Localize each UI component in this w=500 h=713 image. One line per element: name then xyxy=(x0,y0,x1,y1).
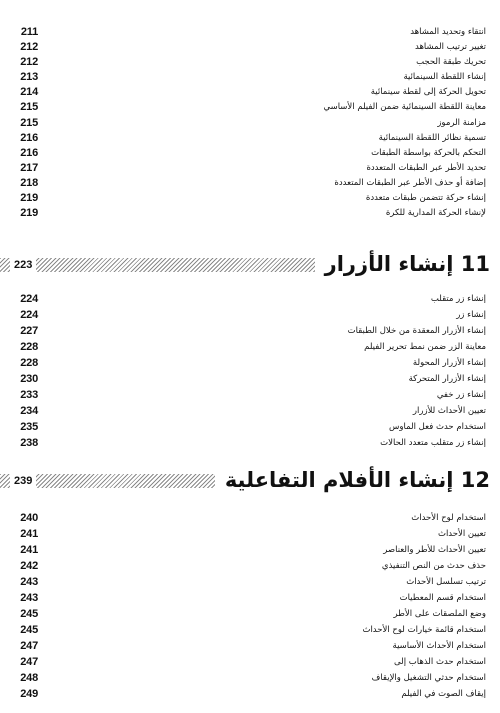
toc-entry xyxy=(8,655,486,669)
entry-title: تعيين الأحداث للأزرار xyxy=(412,406,486,416)
chapter-name: إنشاء الأفلام التفاعلية xyxy=(224,468,454,492)
entry-title: إنشاء زر متقلب متعدد الحالات xyxy=(380,438,486,448)
toc-entry xyxy=(8,131,486,145)
entry-page: 227 xyxy=(20,325,38,337)
entry-page: 218 xyxy=(20,177,38,189)
entry-title: إضافة أو حذف الأطر عبر الطبقات المتعددة xyxy=(334,178,486,188)
entry-title: استخدام حدثي التشغيل والإيقاف xyxy=(371,673,486,683)
entry-page: 215 xyxy=(20,101,38,113)
entry-page: 234 xyxy=(20,405,38,417)
entry-page: 228 xyxy=(20,341,38,353)
toc-entry xyxy=(8,527,486,541)
chapter-name: إنشاء الأزرار xyxy=(324,252,454,276)
entry-title: إنشاء زر xyxy=(456,310,486,320)
entry-page: 235 xyxy=(20,421,38,433)
toc-entry xyxy=(8,161,486,175)
entry-title: إنشاء زر متقلب xyxy=(430,294,486,304)
entry-title: استخدام الأحداث الأساسية xyxy=(392,641,486,651)
toc-entry xyxy=(8,340,486,354)
toc-entry xyxy=(8,591,486,605)
toc-entry xyxy=(8,324,486,338)
entry-page: 245 xyxy=(20,624,38,636)
entry-page: 217 xyxy=(20,162,38,174)
entry-page: 219 xyxy=(20,207,38,219)
toc-entry xyxy=(8,116,486,130)
entry-title: تحديد الأطر عبر الطبقات المتعددة xyxy=(366,163,486,173)
entry-page: 247 xyxy=(20,640,38,652)
entry-title: مزامنة الرموز xyxy=(437,118,486,128)
toc-entry xyxy=(8,146,486,160)
toc-entry xyxy=(8,191,486,205)
entry-page: 214 xyxy=(20,86,38,98)
toc-entry xyxy=(8,25,486,39)
entry-title: وضع الملصقات على الأطر xyxy=(393,609,486,619)
chapter-12-header xyxy=(0,465,490,495)
entry-page: 241 xyxy=(20,544,38,556)
toc-entry xyxy=(8,356,486,370)
entry-page: 216 xyxy=(20,147,38,159)
entry-page: 213 xyxy=(20,71,38,83)
entry-title: استخدام حدث الذهاب إلى xyxy=(394,657,486,667)
toc-entry xyxy=(8,559,486,573)
entry-page: 233 xyxy=(20,389,38,401)
toc-entry xyxy=(8,308,486,322)
entry-title: معاينة اللقطة السينمائية ضمن الفيلم الأساسي xyxy=(323,102,486,112)
entry-page: 243 xyxy=(20,576,38,588)
chapter-title xyxy=(315,249,490,279)
toc-entry xyxy=(8,85,486,99)
entry-title: إنشاء الأزرار المعقدة من خلال الطبقات xyxy=(347,326,486,336)
toc-entry xyxy=(8,420,486,434)
toc-entry xyxy=(8,70,486,84)
entry-title: تعيين الأحداث للأطر والعناصر xyxy=(383,545,486,555)
entry-title: استخدام حدث فعل الماوس xyxy=(389,422,486,432)
toc-entry xyxy=(8,639,486,653)
entry-page: 240 xyxy=(20,512,38,524)
toc-entry xyxy=(8,404,486,418)
entry-title: لإنشاء الحركة المدارية للكرة xyxy=(385,208,486,218)
entry-page: 241 xyxy=(20,528,38,540)
toc-entry xyxy=(8,40,486,54)
toc-entry xyxy=(8,372,486,386)
toc-entry xyxy=(8,388,486,402)
entry-title: إنشاء الأزرار المتحركة xyxy=(408,374,486,384)
entry-page: 224 xyxy=(20,309,38,321)
toc-entry xyxy=(8,100,486,114)
entry-page: 248 xyxy=(20,672,38,684)
entry-page: 245 xyxy=(20,608,38,620)
entry-page: 242 xyxy=(20,560,38,572)
entry-title: تسمية نظائر اللقطة السينمائية xyxy=(378,133,486,143)
toc-entry xyxy=(8,607,486,621)
toc-entry xyxy=(8,292,486,306)
entry-title: إنشاء الأزرار المحولة xyxy=(412,358,486,368)
toc-entry xyxy=(8,176,486,190)
entry-title: التحكم بالحركة بواسطة الطبقات xyxy=(371,148,486,158)
entry-title: إنشاء زر خفي xyxy=(436,390,486,400)
entry-page: 219 xyxy=(20,192,38,204)
toc-entry xyxy=(8,687,486,701)
entry-page: 212 xyxy=(20,41,38,53)
toc-entry xyxy=(8,436,486,450)
entry-title: إنشاء اللقطة السينمائية xyxy=(403,72,486,82)
entry-page: 247 xyxy=(20,656,38,668)
entry-title: حذف حدث من النص التنفيذي xyxy=(381,561,486,571)
chapter-page: 223 xyxy=(10,258,36,272)
entry-title: تغيير ترتيب المشاهد xyxy=(414,42,486,52)
chapter-title xyxy=(215,465,490,495)
entry-page: 212 xyxy=(20,56,38,68)
toc-entry xyxy=(8,206,486,220)
chapter-11-header xyxy=(0,249,490,279)
toc-entry xyxy=(8,55,486,69)
entry-page: 211 xyxy=(20,26,38,38)
toc-entry xyxy=(8,543,486,557)
entry-page: 243 xyxy=(20,592,38,604)
entry-page: 249 xyxy=(20,688,38,700)
entry-title: استخدام لوح الأحداث xyxy=(411,513,486,523)
chapter-number: 11 xyxy=(460,252,490,276)
entry-page: 228 xyxy=(20,357,38,369)
entry-page: 216 xyxy=(20,132,38,144)
toc-entry xyxy=(8,575,486,589)
entry-page: 238 xyxy=(20,437,38,449)
entry-title: إنشاء حركة تتضمن طبقات متعددة xyxy=(365,193,486,203)
toc-entry xyxy=(8,623,486,637)
entry-page: 230 xyxy=(20,373,38,385)
entry-title: تحويل الحركة إلى لقطة سينمائية xyxy=(370,87,486,97)
entry-title: إيقاف الصوت في الفيلم xyxy=(401,689,486,699)
toc-entry xyxy=(8,511,486,525)
entry-title: انتقاء وتحديد المشاهد xyxy=(410,27,486,37)
entry-title: تعيين الأحداث xyxy=(437,529,486,539)
entry-page: 224 xyxy=(20,293,38,305)
entry-title: تحريك طبقة الحجب xyxy=(416,57,486,67)
toc-entry xyxy=(8,671,486,685)
entry-page: 215 xyxy=(20,117,38,129)
entry-title: استخدام قسم المعطيات xyxy=(399,593,486,603)
entry-title: ترتيب تسلسل الأحداث xyxy=(406,577,486,587)
chapter-number: 12 xyxy=(460,468,490,492)
chapter-page: 239 xyxy=(10,474,36,488)
entry-title: معاينة الزر ضمن نمط تحرير الفيلم xyxy=(364,342,486,352)
entry-title: استخدام قائمة خيارات لوح الأحداث xyxy=(362,625,486,635)
